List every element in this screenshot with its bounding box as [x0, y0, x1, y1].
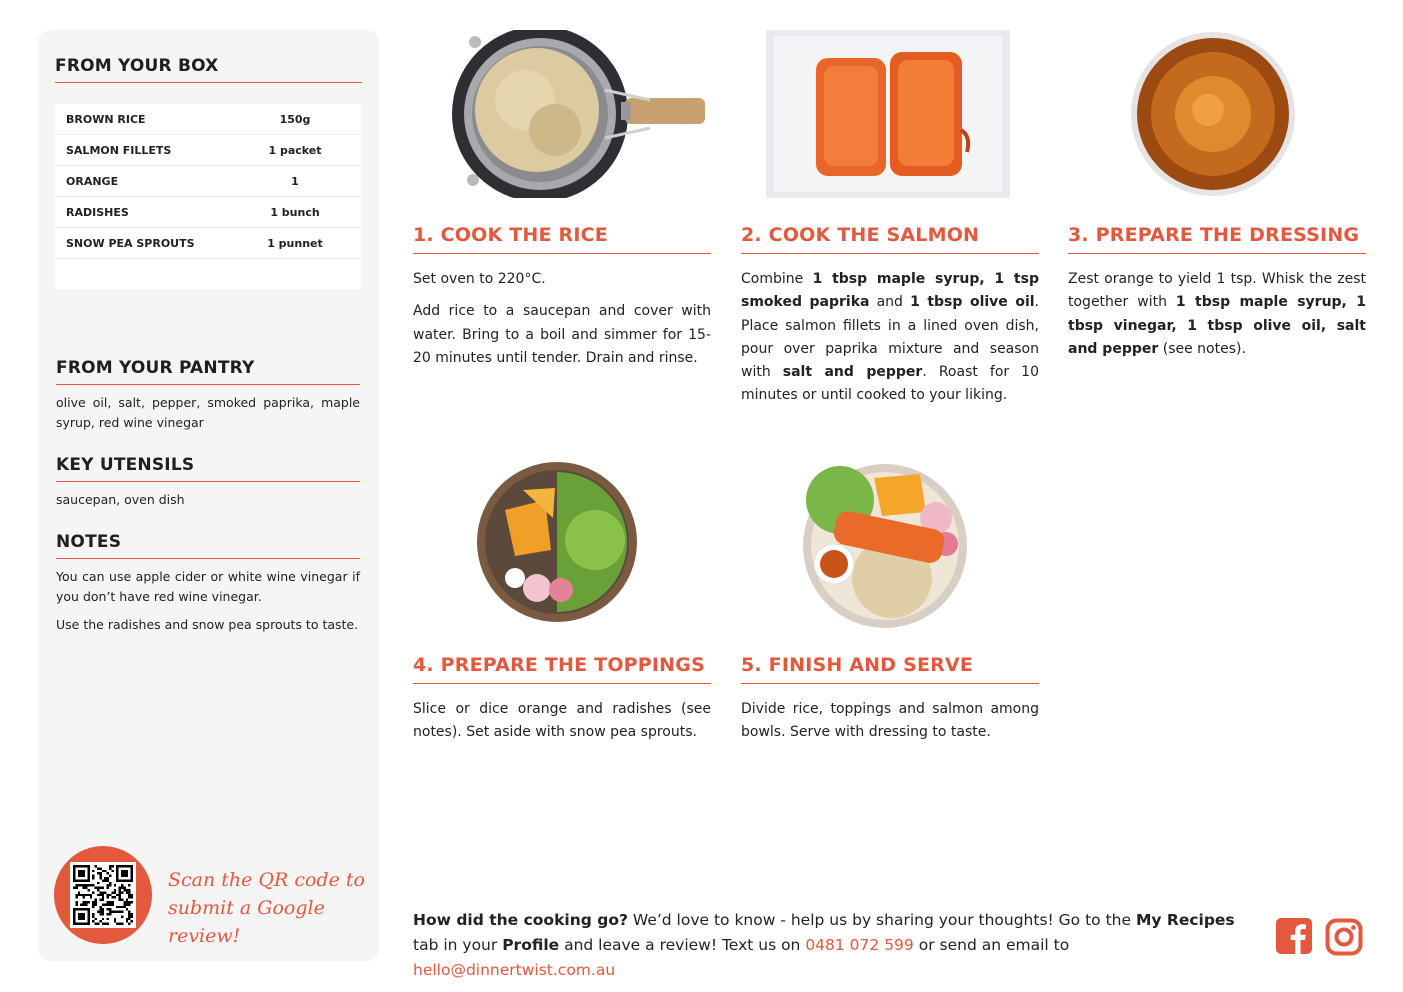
ingredient-name: SALMON FILLETS: [66, 143, 172, 157]
footer-text: or send an email to: [913, 936, 1070, 954]
ingredient-qty: 1 punnet: [267, 236, 323, 250]
step-body: [741, 268, 1039, 408]
step-bold-text: 1 tbsp maple syrup, 1 tbsp vinegar, 1 tbsp olive oil, salt and pepper: [1068, 294, 1366, 357]
instagram-icon[interactable]: [1325, 918, 1363, 956]
step-4: [413, 654, 711, 745]
footer-text: and leave a review! Text us on: [559, 936, 806, 954]
ingredient-qty: 150g: [279, 112, 311, 126]
key-utensils-heading: KEY UTENSILS: [56, 455, 360, 482]
toppings-bowl-photo: [475, 460, 639, 624]
step-paragraph: Divide rice, toppings and salmon among bowls. Serve with dressing to taste.: [741, 701, 1039, 741]
dressing-bowl-photo: [1128, 30, 1298, 198]
step-text: Combine: [741, 271, 813, 287]
step-title: 1. COOK THE RICE: [413, 224, 711, 254]
step-text: . Roast for 10 minutes or until cooked to your liking.: [741, 364, 1039, 404]
email-link[interactable]: hello@dinnertwist.com.au: [413, 961, 616, 979]
qr-caption-line: submit a Google review!: [168, 897, 325, 947]
table-row: [55, 135, 361, 166]
qr-code[interactable]: [70, 862, 136, 928]
ingredient-qty: 1 packet: [268, 143, 322, 157]
ingredient-qty: 1 bunch: [270, 205, 320, 219]
qr-badge: [54, 846, 152, 944]
table-row: [55, 166, 361, 197]
ingredient-name: BROWN RICE: [66, 112, 146, 126]
footer-bold-text: Profile: [502, 936, 560, 954]
notes-heading: NOTES: [56, 532, 360, 559]
footer-bold-text: How did the cooking go?: [413, 911, 628, 929]
step-body: [413, 698, 711, 745]
step-bold-text: salt and pepper: [782, 364, 923, 381]
step-body: [1068, 268, 1366, 361]
step-paragraph: Slice or dice orange and radishes (see notes). Set aside with snow pea sprouts.: [413, 701, 711, 741]
footer-bold-text: My Recipes: [1135, 911, 1235, 929]
step-bold-text: 1 tbsp maple syrup, 1 tsp smoked paprika: [741, 271, 1039, 311]
step-paragraph: [1068, 268, 1366, 361]
ingredients-table: [55, 104, 361, 289]
footer-text: tab in your: [413, 936, 503, 954]
step-text: and: [869, 294, 911, 311]
table-row: [55, 104, 361, 135]
from-your-box-heading: FROM YOUR BOX: [55, 56, 362, 83]
ingredient-name: SNOW PEA SPROUTS: [66, 236, 195, 250]
step-text: (see notes).: [1158, 340, 1246, 357]
step-paragraph: [741, 268, 1039, 408]
notes-text: [56, 567, 360, 635]
step-title: 5. FINISH AND SERVE: [741, 654, 1039, 684]
ingredient-name: ORANGE: [66, 174, 119, 188]
review-footer: [413, 908, 1263, 983]
step-paragraph: Set oven to 220°C.: [413, 271, 546, 287]
step-body: [413, 268, 711, 370]
step-text: . Place salmon fillets in a lined oven dish, pour over paprika mixture and season with: [741, 294, 1039, 381]
footer-text: We’d love to know - help us by sharing your thoughts! Go to the: [627, 911, 1136, 929]
step-text: Zest orange to yield 1 tsp. Whisk the zest together with: [1068, 271, 1366, 311]
left-panel: [38, 30, 379, 961]
pantry-list: olive oil, salt, pepper, smoked paprika, maple syrup, red wine vinegar: [56, 395, 360, 430]
table-row: [55, 197, 361, 228]
note-paragraph: Use the radishes and snow pea sprouts to taste.: [56, 617, 359, 632]
rice-colander-photo: [445, 30, 705, 198]
note-paragraph: You can use apple cider or white wine vinegar if you don’t have red wine vinegar.: [56, 569, 360, 604]
finished-bowl-photo: [800, 460, 970, 628]
qr-caption-line: Scan the QR code to: [168, 869, 365, 891]
table-row: [55, 228, 361, 259]
step-2: [741, 224, 1039, 408]
step-1: [413, 224, 711, 370]
salmon-tray-photo: [766, 30, 1010, 198]
phone-link[interactable]: 0481 072 599: [805, 936, 914, 954]
step-body: [741, 698, 1039, 745]
qr-code-icon: [73, 865, 133, 925]
facebook-icon[interactable]: [1276, 918, 1312, 954]
ingredient-name: RADISHES: [66, 205, 129, 219]
step-3: [1068, 224, 1366, 361]
utensils-list: saucepan, oven dish: [56, 492, 185, 507]
step-paragraph: Add rice to a saucepan and cover with water. Bring to a boil and simmer for 15-20 minutes until tender. Drain and rinse.: [413, 303, 711, 366]
step-title: 3. PREPARE THE DRESSING: [1068, 224, 1366, 254]
from-your-pantry-heading: FROM YOUR PANTRY: [56, 358, 360, 385]
step-title: 4. PREPARE THE TOPPINGS: [413, 654, 711, 684]
qr-caption: [168, 866, 368, 950]
step-bold-text: 1 tbsp olive oil: [910, 294, 1035, 311]
step-5: [741, 654, 1039, 745]
step-title: 2. COOK THE SALMON: [741, 224, 1039, 254]
ingredient-qty: 1: [291, 174, 299, 188]
